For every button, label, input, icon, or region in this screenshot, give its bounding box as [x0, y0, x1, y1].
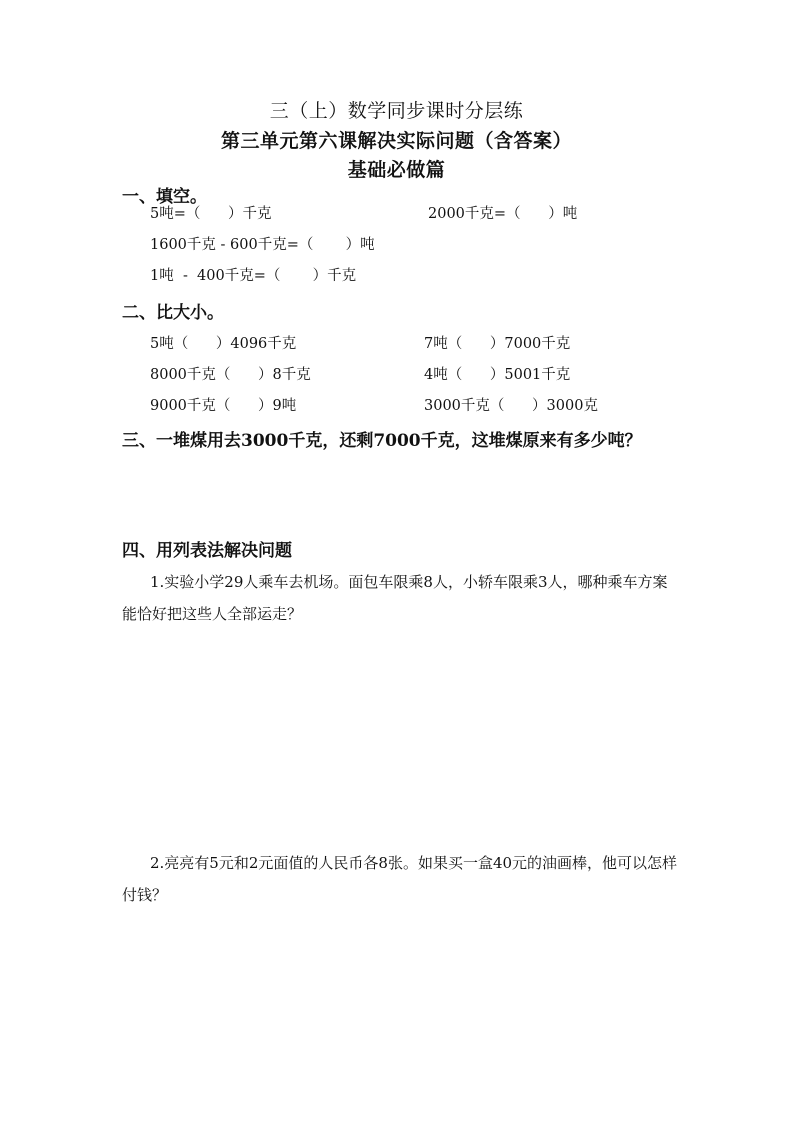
worksheet-subtitle: 第三单元第六课解决实际问题（含答案）	[220, 130, 572, 152]
compare-item-6: 3000千克（ ）3000克	[424, 398, 598, 414]
compare-item-3: 8000千克（ ）8千克	[150, 367, 311, 383]
question-2: 2.亮亮有5元和2元面值的人民币各8张。如果买一盒40元的油画棒，他可以怎样付钱？	[122, 854, 678, 904]
fill-blank-item-4: 1吨 - 400千克=（ ）千克	[150, 268, 357, 284]
section4-heading: 四、用列表法解决问题	[122, 541, 292, 561]
compare-item-1: 5吨（ ）4096千克	[150, 336, 297, 352]
section2-heading: 二、比大小。	[122, 303, 224, 323]
fill-blank-item-1: 5吨=（ ）千克	[150, 206, 272, 222]
compare-item-4: 4吨（ ）5001千克	[424, 367, 571, 383]
fill-blank-item-3: 1600千克 - 600千克=（ ）吨	[150, 237, 375, 253]
question-1: 1.实验小学29人乘车去机场。面包车限乘8人，小轿车限乘3人，哪种乘车方案能恰好把这些人全部运走？	[122, 573, 668, 623]
worksheet-title: 三（上）数学同步课时分层练	[269, 100, 524, 122]
compare-item-5: 9000千克（ ）9吨	[150, 398, 297, 414]
fill-blank-item-2: 2000千克=（ ）吨	[428, 206, 578, 222]
worksheet-level: 基础必做篇	[347, 159, 446, 181]
compare-item-2: 7吨（ ）7000千克	[424, 336, 571, 352]
section3-heading: 三、一堆煤用去3000千克，还剩7000千克，这堆煤原来有多少吨？	[122, 431, 642, 451]
section1-heading: 一、填空。	[122, 187, 207, 207]
